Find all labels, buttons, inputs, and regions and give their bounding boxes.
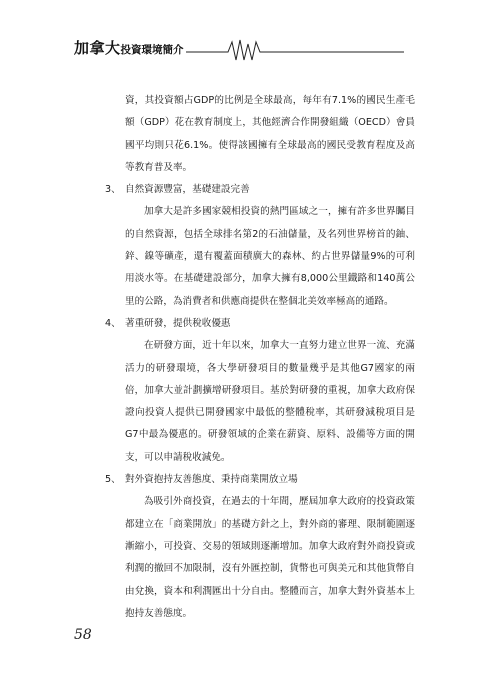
section-3-number: 3、: [105, 184, 121, 196]
intro-paragraph: 資，其投資額占GDP的比例是全球最高，每年有7.1%的國民生產毛額（GDP）花在教育制度上，其他經濟合作開發組織（OECD）會員國平均則只花6.1%。使得該國擁有全球最高的國民受教育程度及高等教育普及率。: [125, 95, 415, 173]
section-3-paragraph: 加拿大是許多國家競相投資的熱門區域之一，擁有許多世界矚目的自然資源，包括全球排名第2的石油儲量，及名列世界榜首的鈾、鋅、鎳等礦產，還有覆蓋面積廣大的森林、約占世界儲量9%的可利用淡水等。在基礎建設部分，加拿大擁有8,000公里鐵路和140萬公里的公路，為消費者和供應商提供在整個北美效率極高的通路。: [125, 206, 415, 307]
section-5-heading: [105, 469, 415, 491]
header-title-sub: 投資環境簡介: [120, 44, 184, 56]
section-4-heading: [105, 313, 415, 335]
section-3-heading: [105, 179, 415, 201]
section-4-paragraph: 在研發方面，近十年以來，加拿大一直努力建立世界一流、充滿活力的研發環境，各大學研發項目的數量幾乎是其他G7國家的兩倍，加拿大並計劃擴增研發項目。基於對研發的重視，加拿大政府保證向投資人提供已開發國家中最低的整體稅率，其研發減稅項目是G7中最為優惠的。研發領域的企業在薪資、原料、設備等方面的開支，可以申請稅收減免。: [125, 340, 415, 463]
main-content: [105, 90, 415, 625]
page-header: [0, 0, 480, 70]
section-5-title: 對外資抱持友善態度、秉持商業開放立場: [125, 474, 298, 486]
section-4-title: 著重研發，提供稅收優惠: [125, 317, 231, 329]
section-3-title: 自然資源豐富，基礎建設完善: [125, 184, 250, 196]
header-title-main: 加拿大: [74, 39, 121, 57]
header-heartbeat-line: [0, 0, 480, 70]
page-number: 58: [74, 627, 92, 643]
section-4-number: 4、: [105, 317, 121, 329]
section-5-number: 5、: [105, 474, 121, 486]
section-5-paragraph: 為吸引外商投資，在過去的十年間，歷屆加拿大政府的投資政策都建立在「商業開放」的基礎方針之上，對外商的審理、限制範圍逐漸縮小，可投資、交易的領域則逐漸增加。加拿大政府對外商投資或利潤的撤回不加限制，沒有外匯控制，貨幣也可與美元和其他貨幣自由兌換，資本和利潤匯出十分自由。整體而言，加拿大對外資基本上抱持友善態度。: [125, 496, 415, 619]
